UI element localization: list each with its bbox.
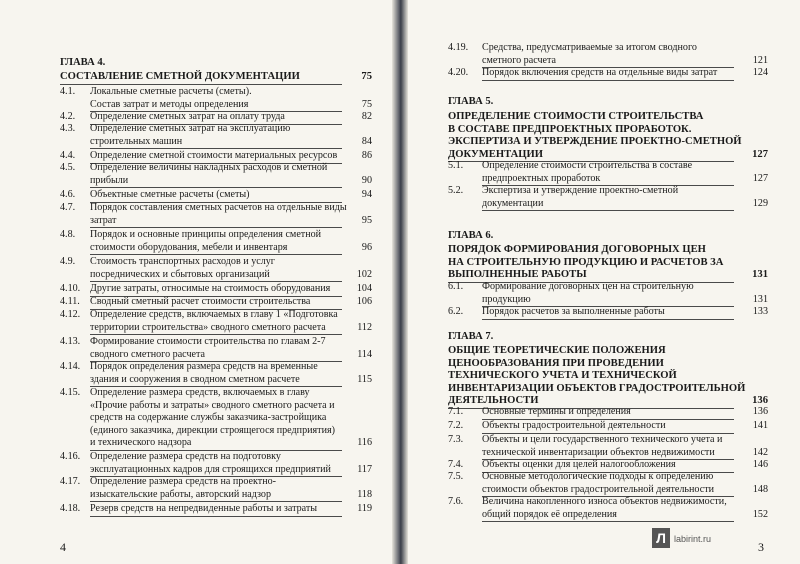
toc-title-line: Определение размера средств, включаемых в главу: [90, 387, 310, 398]
toc-page-number: 141: [752, 420, 768, 431]
toc-title-line: Определение сметных затрат на оплату труда: [90, 111, 342, 125]
toc-title-line: сметного расчета: [482, 55, 734, 69]
toc-entry-title: [90, 283, 344, 297]
toc-title-line: Определение размера средств на проектно-: [90, 476, 276, 487]
toc-title-line: Объекты градостроительной деятельности: [482, 420, 734, 434]
toc-title-line: Порядок и основные принципы определения сметной: [90, 229, 322, 240]
toc-title-line: здания и сооружения в сводном сметном расчете: [90, 374, 342, 388]
toc-title-line: территории строительства» сводного сметного расчета: [90, 322, 342, 336]
toc-title-line: Порядок расчетов за выполненные работы: [482, 306, 734, 320]
toc-title-line: Величина накопленного износа объектов недвижимости,: [482, 496, 727, 507]
toc-entry-number: 4.2.: [60, 111, 76, 122]
toc-entry-title: [482, 67, 736, 81]
toc-page-number: 118: [357, 488, 372, 500]
right-page: [402, 0, 800, 564]
toc-entry-title: [90, 309, 344, 335]
toc-title-line: Порядок определения размера средств на временные: [90, 361, 318, 372]
toc-title-line: Объектные сметные расчеты (сметы): [90, 189, 342, 203]
toc-page-number: 115: [357, 373, 372, 385]
toc-title-line: Формирование стоимости строительства по главам 2-7: [90, 336, 326, 347]
toc-entry-title: [90, 123, 344, 149]
toc-title-line: Основные термины и определения: [482, 406, 734, 420]
left-page: [0, 0, 398, 564]
toc-page-number: 131: [752, 269, 768, 280]
toc-page-number: 82: [361, 111, 372, 122]
toc-title-line: Локальные сметные расчеты (сметы).: [90, 86, 252, 97]
toc-page-number: 102: [356, 268, 372, 280]
toc-entry-number: 4.1.: [60, 86, 76, 97]
toc-entry-number: 4.16.: [60, 451, 81, 462]
toc-entry-number: 7.6.: [448, 496, 464, 507]
toc-page-number: 146: [752, 459, 768, 470]
toc-title-line: ДОКУМЕНТАЦИИ: [448, 149, 734, 163]
toc-entry-number: 4.12.: [60, 309, 81, 320]
toc-title-line: Определение величины накладных расходов и сметной: [90, 162, 328, 173]
toc-entry-number: 4.5.: [60, 162, 76, 173]
toc-entry-title: [482, 471, 736, 497]
toc-entry-title: [90, 361, 344, 387]
toc-entry-title: [90, 296, 344, 310]
toc-entry-title: [482, 281, 736, 307]
toc-entry-title: [448, 230, 736, 243]
toc-page-number: 119: [357, 503, 372, 514]
toc-entry-title: [448, 111, 742, 162]
toc-title-line: В СОСТАВЕ ПРЕДПРОЕКТНЫХ ПРОРАБОТОК.: [448, 123, 692, 135]
toc-title-line: эксплуатационных кадров для строящихся предприятий: [90, 464, 342, 478]
toc-page-number: 127: [752, 172, 768, 184]
toc-page-number: 124: [752, 67, 768, 78]
toc-page-number: 90: [361, 174, 372, 186]
toc-title-line: Порядок включения средств на отдельные виды затрат: [482, 67, 734, 81]
toc-title-line: посреднических и сбытовых организаций: [90, 269, 342, 283]
toc-page-number: 121: [752, 54, 768, 66]
toc-entry-title: [90, 229, 344, 255]
toc-page-number: 131: [752, 293, 768, 305]
toc-entry-number: 4.9.: [60, 256, 76, 267]
toc-page-number: 75: [361, 98, 372, 110]
toc-entry-title: [90, 162, 344, 188]
toc-title-line: Другие затраты, относимые на стоимость оборудования: [90, 283, 342, 297]
book-gutter: [392, 0, 408, 564]
toc-page-number: 136: [752, 395, 768, 406]
toc-title-line: ПОРЯДОК ФОРМИРОВАНИЯ ДОГОВОРНЫХ ЦЕН: [448, 244, 706, 255]
toc-entry-number: 4.4.: [60, 150, 76, 161]
toc-page-number: 95: [361, 214, 372, 226]
toc-title-line: Стоимость транспортных расходов и услуг: [90, 256, 275, 267]
toc-title-line: ТЕХНИЧЕСКОГО УЧЕТА И ТЕХНИЧЕСКОЙ: [448, 370, 677, 381]
toc-title-line: технической инвентаризации объектов недвижимости: [482, 447, 734, 461]
toc-title-line: Порядок составления сметных расчетов на отдельные виды: [90, 202, 347, 213]
toc-page-number: 133: [752, 306, 768, 317]
toc-entry-title: [90, 336, 344, 362]
toc-title-line: Резерв средств на непредвиденные работы и затраты: [90, 503, 342, 517]
toc-title-line: Экспертиза и утверждение проектно-сметной: [482, 185, 679, 196]
toc-entry-title: [90, 503, 344, 517]
toc-entry-title: [90, 86, 344, 112]
toc-title-line: Определение средств, включаемых в главу 1 «Подготовка: [90, 309, 338, 320]
toc-title-line: документации: [482, 198, 734, 212]
page-number-left: 4: [60, 540, 66, 554]
toc-page-number: 104: [356, 283, 372, 294]
publisher-watermark: labirint.ru: [674, 534, 712, 544]
toc-entry-title: [482, 406, 736, 420]
toc-title-line: Сводный сметный расчет стоимости строительства: [90, 296, 342, 310]
toc-page-number: 152: [752, 508, 768, 520]
toc-title-line: и технического надзора: [90, 437, 342, 451]
toc-page-number: 94: [361, 189, 372, 200]
toc-title-line: Состав затрат и методы определения: [90, 99, 342, 113]
toc-entry-number: 7.5.: [448, 471, 464, 482]
toc-page-number: 84: [361, 135, 372, 147]
toc-entry-number: 4.8.: [60, 229, 76, 240]
toc-page-number: 142: [752, 446, 768, 458]
toc-title-line: Определение сметной стоимости материальных ресурсов: [90, 150, 342, 164]
toc-title-line: Определение сметных затрат на эксплуатацию: [90, 123, 291, 134]
toc-title-line: стоимости оборудования, мебели и инвентаря: [90, 242, 342, 256]
toc-title-line: ГЛАВА 5.: [448, 96, 494, 107]
toc-entry-title: [482, 185, 736, 211]
toc-page-number: 129: [752, 197, 768, 209]
toc-title-line: Определение размера средств на подготовку: [90, 451, 281, 462]
toc-entry-title: [482, 420, 736, 434]
toc-page-number: 127: [752, 148, 768, 160]
toc-page-number: 75: [361, 71, 372, 82]
toc-entry-number: 7.3.: [448, 434, 464, 445]
toc-title-line: ГЛАВА 7.: [448, 331, 494, 342]
toc-page-number: 136: [752, 406, 768, 417]
toc-entry-number: 7.2.: [448, 420, 464, 431]
toc-page-number: 86: [361, 150, 372, 161]
toc-title-line: ВЫПОЛНЕННЫЕ РАБОТЫ: [448, 269, 734, 283]
toc-title-line: Объекты и цели государственного технического учета и: [482, 434, 723, 445]
page-number-right: 3: [758, 540, 764, 554]
toc-entry-title: [482, 160, 736, 186]
toc-entry-title: [482, 496, 736, 522]
toc-title-line: ЦЕНООБРАЗОВАНИЯ ПРИ ПРОВЕДЕНИИ: [448, 357, 664, 369]
toc-entry-title: [448, 331, 736, 344]
toc-title-line: предпроектных проработок: [482, 173, 734, 187]
toc-entry-title: [448, 244, 736, 283]
toc-title-line: ОБЩИЕ ТЕОРЕТИЧЕСКИЕ ПОЛОЖЕНИЯ: [448, 345, 666, 356]
toc-entry-title: [60, 57, 344, 70]
toc-page-number: 112: [357, 321, 372, 333]
toc-title-line: сводного сметного расчета: [90, 349, 342, 363]
toc-entry-number: 4.15.: [60, 387, 81, 398]
toc-title-line: Определение стоимости строительства в составе: [482, 160, 693, 171]
toc-page-number: 96: [361, 241, 372, 253]
toc-title-line: средств на содержание службы заказчика-застройщика: [90, 412, 327, 423]
toc-title-line: затрат: [90, 215, 342, 229]
toc-entry-number: 4.13.: [60, 336, 81, 347]
toc-entry-number: 4.19.: [448, 42, 469, 53]
toc-page-number: 117: [357, 463, 372, 475]
toc-title-line: ГЛАВА 4.: [60, 57, 106, 68]
toc-title-line: ОПРЕДЕЛЕНИЕ СТОИМОСТИ СТРОИТЕЛЬСТВА: [448, 111, 704, 122]
toc-title-line: Основные методологические подходы к определению: [482, 471, 714, 482]
toc-entry-number: 5.2.: [448, 185, 464, 196]
toc-title-line: СОСТАВЛЕНИЕ СМЕТНОЙ ДОКУМЕНТАЦИИ: [60, 71, 342, 85]
toc-entry-number: 4.17.: [60, 476, 81, 487]
toc-title-line: Формирование договорных цен на строительную: [482, 281, 694, 292]
toc-title-line: (единого заказчика, дирекции строящегося предприятия): [90, 424, 335, 436]
toc-entry-number: 4.10.: [60, 283, 81, 294]
toc-page-number: 116: [357, 437, 372, 448]
toc-title-line: общий порядок её определения: [482, 509, 734, 523]
toc-entry-number: 7.4.: [448, 459, 464, 470]
toc-title-line: изыскательские работы, авторский надзор: [90, 489, 342, 503]
toc-entry-number: 4.6.: [60, 189, 76, 200]
toc-entry-number: 6.2.: [448, 306, 464, 317]
toc-title-line: строительных машин: [90, 136, 342, 150]
toc-title-line: ЭКСПЕРТИЗА И УТВЕРЖДЕНИЕ ПРОЕКТНО-СМЕТНОЙ: [448, 136, 742, 147]
toc-entry-title: [60, 71, 344, 85]
toc-title-line: ДЕЯТЕЛЬНОСТИ: [448, 395, 734, 409]
toc-title-line: стоимости объектов градостроительной деятельности: [482, 484, 734, 498]
toc-entry-number: 6.1.: [448, 281, 464, 292]
toc-entry-number: 4.3.: [60, 123, 76, 134]
toc-entry-title: [482, 306, 736, 320]
toc-entry-number: 5.1.: [448, 160, 464, 171]
toc-entry-title: [90, 451, 344, 477]
toc-entry-title: [90, 476, 344, 502]
toc-title-line: Объекты оценки для целей налогообложения: [482, 459, 734, 473]
toc-entry-number: 7.1.: [448, 406, 464, 417]
toc-entry-title: [90, 189, 344, 203]
toc-entry-number: 4.14.: [60, 361, 81, 372]
toc-title-line: Средства, предусматриваемые за итогом сводного: [482, 42, 697, 53]
publisher-logo-badge: Л: [652, 528, 670, 548]
toc-entry-number: 4.11.: [60, 296, 80, 307]
toc-title-line: продукцию: [482, 294, 734, 308]
toc-entry-number: 4.18.: [60, 503, 81, 514]
toc-title-line: ИНВЕНТАРИЗАЦИИ ОБЪЕКТОВ ГРАДОСТРОИТЕЛЬНОЙ: [448, 382, 746, 394]
toc-entry-title: [448, 345, 746, 409]
toc-entry-title: [90, 202, 347, 228]
toc-entry-title: [482, 42, 736, 68]
toc-title-line: прибыли: [90, 175, 342, 189]
toc-entry-title: [90, 387, 344, 451]
toc-page-number: 106: [356, 296, 372, 307]
toc-title-line: НА СТРОИТЕЛЬНУЮ ПРОДУКЦИЮ И РАСЧЕТОВ ЗА: [448, 256, 724, 268]
toc-title-line: «Прочие работы и затраты» сводного сметного расчета и: [90, 399, 335, 411]
toc-page-number: 114: [357, 348, 372, 360]
toc-entry-number: 4.20.: [448, 67, 469, 78]
toc-entry-title: [90, 256, 344, 282]
toc-title-line: ГЛАВА 6.: [448, 230, 494, 241]
toc-entry-title: [448, 96, 736, 109]
toc-page-number: 148: [752, 483, 768, 495]
toc-entry-number: 4.7.: [60, 202, 76, 213]
toc-entry-title: [482, 434, 736, 460]
